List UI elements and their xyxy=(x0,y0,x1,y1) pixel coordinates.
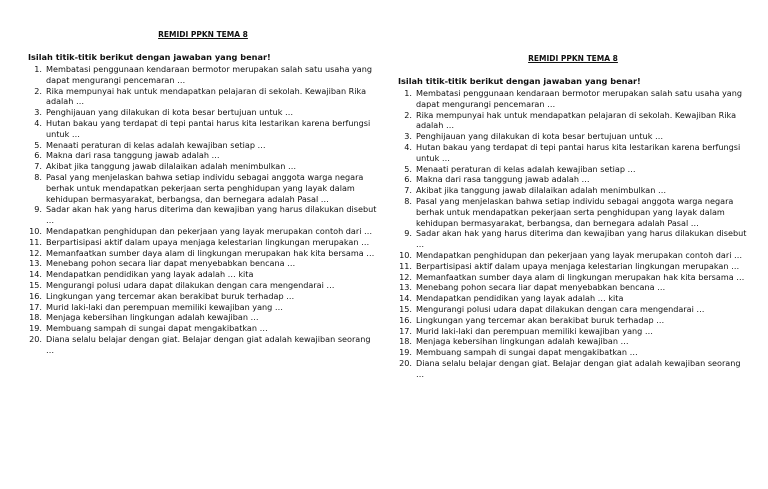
question-text: Menjaga kebersihan lingkungan adalah kewajiban … xyxy=(416,336,629,347)
question-text: Memanfaatkan sumber daya alam di lingkungan merupakan hak kita bersama … xyxy=(416,271,745,282)
question-item xyxy=(398,282,748,293)
question-text: Akibat jika tanggung jawab dilalaikan adalah menimbulkan … xyxy=(46,161,297,172)
question-list xyxy=(398,88,748,380)
worksheet-instruction: Isilah titik-titik berikut dengan jawaban yang benar! xyxy=(398,76,641,86)
question-item xyxy=(398,164,748,175)
question-item xyxy=(28,226,378,237)
question-item xyxy=(398,142,748,164)
question-item xyxy=(398,358,748,380)
question-text: Murid laki-laki dan perempuan memiliki kewajiban yang … xyxy=(416,325,653,336)
question-text: Mendapatkan penghidupan dan pekerjaan yang layak merupakan contoh dari … xyxy=(46,225,373,236)
question-item xyxy=(28,161,378,172)
question-text: Mendapatkan pendidikan yang layak adalah … kita xyxy=(416,293,624,304)
question-text: Menebang pohon secara liar dapat menyebabkan bencana … xyxy=(416,282,666,293)
question-item xyxy=(398,293,748,304)
question-number: 4. xyxy=(34,117,42,128)
question-text: Hutan bakau yang terdapat di tepi pantai harus kita lestarikan karena berfungsi untuk … xyxy=(46,117,371,139)
question-item xyxy=(28,107,378,118)
question-number: 11. xyxy=(29,236,42,247)
question-item xyxy=(28,291,378,302)
question-text: Murid laki-laki dan perempuan memiliki kewajiban yang … xyxy=(46,301,283,312)
question-number: 5. xyxy=(34,139,42,150)
question-number: 17. xyxy=(29,301,42,312)
question-item xyxy=(398,185,748,196)
question-number: 8. xyxy=(404,195,412,206)
question-item xyxy=(398,131,748,142)
question-item xyxy=(28,302,378,313)
question-item xyxy=(28,334,378,356)
question-number: 4. xyxy=(404,141,412,152)
question-text: Sadar akan hak yang harus diterima dan kewajiban yang harus dilakukan disebut … xyxy=(46,204,377,226)
question-text: Lingkungan yang tercemar akan berakibat buruk terhadap … xyxy=(46,290,295,301)
question-number: 5. xyxy=(404,163,412,174)
question-text: Diana selalu belajar dengan giat. Belajar dengan giat adalah kewajiban seorang … xyxy=(416,357,741,379)
question-number: 17. xyxy=(399,325,412,336)
question-number: 3. xyxy=(34,107,42,118)
question-text: Membatasi penggunaan kendaraan bermotor merupakan salah satu usaha yang dapat mengurangi pencemaran … xyxy=(416,88,742,109)
question-list xyxy=(28,64,378,356)
question-text: Menjaga kebersihan lingkungan adalah kewajiban … xyxy=(46,312,259,323)
question-item xyxy=(398,110,748,132)
question-number: 7. xyxy=(34,161,42,172)
question-number: 19. xyxy=(29,323,42,334)
question-item xyxy=(398,88,748,110)
question-number: 19. xyxy=(399,347,412,358)
question-item xyxy=(28,323,378,334)
question-number: 7. xyxy=(404,185,412,196)
question-text: Menebang pohon secara liar dapat menyebabkan bencana … xyxy=(46,258,296,269)
question-item xyxy=(28,248,378,259)
question-text: Hutan bakau yang terdapat di tepi pantai harus kita lestarikan karena berfungsi untuk … xyxy=(416,141,741,163)
question-item xyxy=(28,269,378,280)
question-item xyxy=(398,304,748,315)
question-text: Berpartisipasi aktif dalam upaya menjaga kelestarian lingkungan merupakan … xyxy=(416,260,740,271)
question-text: Berpartisipasi aktif dalam upaya menjaga kelestarian lingkungan merupakan … xyxy=(46,236,370,247)
question-text: Mendapatkan pendidikan yang layak adalah … kita xyxy=(46,269,254,280)
question-text: Makna dari rasa tanggung jawab adalah … xyxy=(416,174,590,185)
question-number: 1. xyxy=(404,88,412,98)
question-item xyxy=(398,250,748,261)
question-item xyxy=(398,326,748,337)
question-text: Membatasi penggunaan kendaraan bermotor merupakan salah satu usaha yang dapat mengurangi pencemaran … xyxy=(46,64,372,85)
question-item xyxy=(398,336,748,347)
question-number: 18. xyxy=(399,336,412,347)
question-text: Pasal yang menjelaskan bahwa setiap individu sebagai anggota warga negara berhak untuk mendapatkan pekerjaan serta penghidupan yang layak dalam kehidupan bermasyarakat, berbangsa, dan bernegara adalah Pasal … xyxy=(416,195,734,228)
question-item xyxy=(398,196,748,228)
question-item xyxy=(28,258,378,269)
question-number: 20. xyxy=(29,333,42,344)
question-number: 3. xyxy=(404,131,412,142)
question-text: Diana selalu belajar dengan giat. Belajar dengan giat adalah kewajiban seorang … xyxy=(46,333,371,355)
question-text: Sadar akan hak yang harus diterima dan kewajiban yang harus dilakukan disebut … xyxy=(416,228,747,250)
question-number: 8. xyxy=(34,171,42,182)
question-number: 12. xyxy=(29,247,42,258)
question-item xyxy=(28,312,378,323)
question-item xyxy=(28,280,378,291)
question-number: 9. xyxy=(34,204,42,215)
question-item xyxy=(28,172,378,204)
question-number: 14. xyxy=(29,269,42,280)
question-number: 15. xyxy=(29,279,42,290)
question-number: 16. xyxy=(29,290,42,301)
question-number: 6. xyxy=(34,150,42,161)
question-item xyxy=(28,86,378,108)
question-number: 12. xyxy=(399,271,412,282)
question-text: Makna dari rasa tanggung jawab adalah … xyxy=(46,150,220,161)
question-text: Rika mempunyai hak untuk mendapatkan pelajaran di sekolah. Kewajiban Rika adalah … xyxy=(416,109,737,131)
question-item xyxy=(28,150,378,161)
question-number: 10. xyxy=(399,249,412,260)
question-text: Membuang sampah di sungai dapat mengakibatkan … xyxy=(416,347,638,358)
question-text: Pasal yang menjelaskan bahwa setiap individu sebagai anggota warga negara berhak untuk mendapatkan pekerjaan serta penghidupan yang layak dalam kehidupan bermasyarakat, berbangsa, dan bernegara adalah Pasal … xyxy=(46,171,364,204)
question-item xyxy=(398,315,748,326)
question-number: 9. xyxy=(404,228,412,239)
question-number: 11. xyxy=(399,260,412,271)
worksheet-instruction: Isilah titik-titik berikut dengan jawaban yang benar! xyxy=(28,52,271,62)
question-text: Mendapatkan penghidupan dan pekerjaan yang layak merupakan contoh dari … xyxy=(416,249,743,260)
question-text: Membuang sampah di sungai dapat mengakibatkan … xyxy=(46,323,268,334)
question-text: Lingkungan yang tercemar akan berakibat buruk terhadap … xyxy=(416,314,665,325)
question-item xyxy=(398,347,748,358)
question-item xyxy=(28,118,378,140)
question-number: 18. xyxy=(29,312,42,323)
question-number: 14. xyxy=(399,293,412,304)
question-number: 13. xyxy=(399,282,412,293)
question-text: Mengurangi polusi udara dapat dilakukan dengan cara mengendarai … xyxy=(46,279,335,290)
question-number: 20. xyxy=(399,357,412,368)
question-number: 6. xyxy=(404,174,412,185)
question-text: Penghijauan yang dilakukan di kota besar bertujuan untuk … xyxy=(416,131,664,142)
question-item xyxy=(398,228,748,250)
question-item xyxy=(28,204,378,226)
question-item xyxy=(28,64,378,86)
question-text: Penghijauan yang dilakukan di kota besar bertujuan untuk … xyxy=(46,107,294,118)
question-item xyxy=(398,174,748,185)
worksheet-title: REMIDI PPKN TEMA 8 xyxy=(158,30,248,39)
worksheet-left xyxy=(28,30,378,356)
question-item xyxy=(398,261,748,272)
worksheet-right xyxy=(398,54,748,380)
question-text: Menaati peraturan di kelas adalah kewajiban setiap … xyxy=(46,139,266,150)
question-number: 1. xyxy=(34,64,42,74)
question-number: 2. xyxy=(34,85,42,96)
question-item xyxy=(398,272,748,283)
question-item xyxy=(28,140,378,151)
worksheet-title: REMIDI PPKN TEMA 8 xyxy=(528,54,618,63)
question-text: Menaati peraturan di kelas adalah kewajiban setiap … xyxy=(416,163,636,174)
question-number: 16. xyxy=(399,314,412,325)
question-number: 13. xyxy=(29,258,42,269)
question-text: Akibat jika tanggung jawab dilalaikan adalah menimbulkan … xyxy=(416,185,667,196)
question-item xyxy=(28,237,378,248)
question-number: 15. xyxy=(399,303,412,314)
question-number: 10. xyxy=(29,225,42,236)
question-text: Rika mempunyai hak untuk mendapatkan pelajaran di sekolah. Kewajiban Rika adalah … xyxy=(46,85,367,107)
question-number: 2. xyxy=(404,109,412,120)
question-text: Memanfaatkan sumber daya alam di lingkungan merupakan hak kita bersama … xyxy=(46,247,375,258)
question-text: Mengurangi polusi udara dapat dilakukan dengan cara mengendarai … xyxy=(416,303,705,314)
